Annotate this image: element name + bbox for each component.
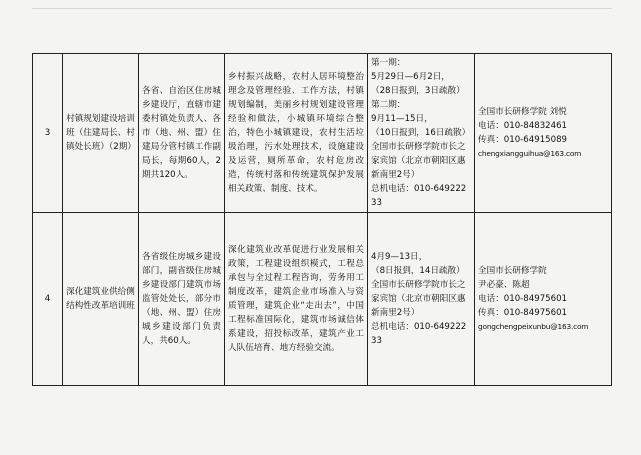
- schedule-line: 全国市长研修学院市长之家宾馆（北京市朝阳区惠新南里2号）: [371, 280, 466, 318]
- contact-line: 尹必豪、陈超: [478, 280, 530, 290]
- row-index: 3: [33, 54, 63, 213]
- contact-email: gongchengpeixunbu@163.com: [478, 322, 589, 331]
- contact-cell: [475, 213, 612, 386]
- schedule-line: 总机电话：010-64922233: [371, 184, 467, 208]
- content-cell: 乡村振兴战略，农村人居环境整治理念及管理经验、工作方法，村镇规划编制，美丽乡村规划建设管理经验和做法，小城镇环境综合整治，特色小城镇建设，农村生活垃圾治理，污水处理技术，设施建设及运营，厕所革命，农村危房改造，传统村落和传统建筑保护发展相关政策、制度、技术。: [225, 54, 368, 213]
- schedule-line: 4月9—13日，: [371, 252, 428, 262]
- content-cell: 深化建筑业改革促进行业发展相关政策，工程建设组织模式，工程总承包与全过程工程咨询，劳务用工制度改革，建筑企业市场准入与资质管理，建筑企业“走出去”，中国工程标准国际化，建筑市场诚信体系建设，招投标改革，建筑产业工人队伍培育、地方经验交流。: [225, 213, 368, 386]
- row-index: 4: [33, 213, 63, 386]
- contact-line: 电话：010-84975601: [478, 294, 568, 304]
- table-row: [33, 213, 612, 386]
- course-name: 村镇规划建设培训班（住建局长、村镇处长班）（2期）: [63, 54, 139, 213]
- contact-line: 全国市长研修学院: [478, 266, 547, 276]
- schedule-line: 总机电话：010-64922233: [371, 322, 467, 346]
- schedule-line: 第一期：: [371, 58, 406, 68]
- contact-line: 全国市长研修学院 刘悦: [478, 107, 567, 117]
- trainees-cell: 各省、自治区住房城乡建设厅，直辖市建委村镇处负责人、各市（地、州、盟）住建局分管村镇工作副局长，每期60人，2期共120人。: [139, 54, 225, 213]
- contact-line: 传真：010-64915089: [478, 135, 568, 145]
- schedule-line: 第二期：: [371, 100, 406, 110]
- schedule-cell: [368, 54, 475, 213]
- schedule-line: 9月11—15日，: [371, 114, 433, 124]
- table-top-edge: [32, 8, 612, 9]
- contact-line: 电话：010-84832461: [478, 121, 568, 131]
- schedule-line: （10日报到，16日疏散）: [371, 128, 471, 138]
- contact-email: chengxiangguihua@163.com: [478, 149, 582, 158]
- course-name: 深化建筑业供给侧结构性改革培训班: [63, 213, 139, 386]
- schedule-line: （8日报到，14日疏散）: [371, 266, 465, 276]
- trainees-cell: 各省级住房城乡建设部门，副省级住房城乡建设部门建筑市场监管处处长，部分市（地、州、盟）住房城乡建设部门负责人，共60人。: [139, 213, 225, 386]
- schedule-line: 5月29日—6月2日，: [371, 72, 450, 82]
- schedule-cell: [368, 213, 475, 386]
- schedule-line: 全国市长研修学院市长之家宾馆（北京市朝阳区惠新南里2号）: [371, 142, 466, 180]
- table-row: [33, 54, 612, 213]
- schedule-line: （28日报到，3日疏散）: [371, 86, 465, 96]
- training-table: [32, 53, 612, 386]
- contact-line: 传真：010-84975601: [478, 308, 568, 318]
- contact-cell: [475, 54, 612, 213]
